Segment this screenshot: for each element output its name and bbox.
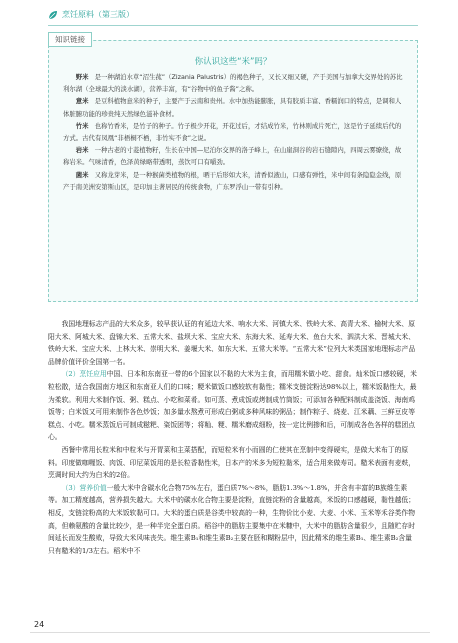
rice-entry [63,144,403,168]
leaf-icon [48,10,58,20]
rice-term: 意米 [75,97,89,106]
rice-entry [63,169,403,193]
rice-term: 野米 [75,73,89,81]
rice-description: 又称龙芽米，是一种猴菌类植物的根，晒干后形如大米，清香似液山，口感有弹性，米中间有条隐隐金线，原产于南美洲安第斯山区，是印加主著居民的传统食物，广东罗浮山一带有引种。 [63,170,402,191]
rice-term: 菌米 [75,170,89,179]
book-title: 烹饪原料（第三版） [62,10,134,19]
main-text [48,318,418,557]
knowledge-box-body [63,71,403,193]
rice-description: 是豆科植物意米的种子，主要产于云南和贵州。水中加热能膨胀，具有胶质丰富、香糯润口的特点，是调和人体脏腑功能的珍贵纯天然绿色滋补食材。 [63,97,402,118]
rice-description: 也称竹香米，是竹子的种子。竹子极少开花，开花过后，才结成竹米，竹林则成片死亡，这是竹子延续后代的方式。古代有凤凰“非梧桐不栖，非竹实不食”之说。 [63,121,402,143]
body-paragraph [48,318,418,368]
section-heading: （2）烹饪应用 [61,370,107,379]
footer-divider [30,632,430,633]
knowledge-box-title: 你认识这些“米”吗？ [194,57,272,67]
body-paragraph [48,368,418,444]
body-paragraph [48,482,418,558]
rice-description: 是一种湖泊水草“沼生菰”（Zizania Palustris）的褐色种子，又长又细又硬，产于美国与加拿大交界处的苏比利尔湖（全球最大的淡水湖），营养丰富，有“谷物中的鱼子酱”之称。 [63,73,403,94]
rice-entry [63,120,403,144]
paragraph-text: 西餐中常用长粒米和中粒米与开胃菜和主菜搭配，而短粒米有小而圆的仁使其在烹制中变得硬实，是做大米布丁的原料。印度做咖喱饭、肉饭、印尼菜饭用的是长粒香黏性米，日本产的米多为短粒黏米，适合用来做寿司。糙米表面有麦麸，烹调时间大约为白米的2倍。 [48,445,416,480]
paragraph-text: 我国地理标志产品的大米众多，较早获认证的有延边大米、响水大米、河镇大米、铁岭大米、高青大米、榆树大米、原阳大米、阿城大米、盘锦大米、五常大米、盐坝大米、宝应大米、东海大米、延寿大米、鱼台大米、泗洪大米、晋城大米、铁岭大米、宝应大米、上林大米、崇明大米、姜堰大米、如东大米、五常大米等。“五常大米”位列大米类国家地理标志产品品牌价值评价全国第一名。 [48,320,416,366]
section-heading: （3）营养价值 [61,483,107,492]
paragraph-text: 中国、日本和东南亚一带的6个国家以不黏的大米为主食，而用糯米做小吃、甜食。灿米饭口感较硬，米粒松散，适合我国南方地区和东南亚人们的口味；粳米做饭口感较软有黏性；糯米支链淀粉达98%以上，糯米饭黏性大，最为柔软。利用大米制作饭、粥、糕点、小吃和菜肴。如可蒸、煮成饭或烤制成竹筒饭；可添加各种配料制成盖浇饭、海南鸡饭等；白米饭又可用来制作各色炒饭；加多量水熬煮可形成白粥或多种风味的粥品；制作粽子、烧麦、江米藕、三鲜豆皮等糕点、小吃。糯米蒸饭后可制成糍粑、粢饭团等；将籼、粳、糯米磨成细粉，按一定比例掺和后，可制成各色各样的糕团点心。 [48,370,417,442]
rice-description: 一种古老的寸菱植物籽，生长在中国—尼泊尔交界的洛子峰上，在山崖洞谷的岩石缝隙内，四周云雾缭绕，故称岩米。气味清香，色泽黄绿略带透明，蒸饮可口有嚼劲。 [63,146,402,167]
knowledge-link-tab: 知识链接 [48,32,92,47]
rice-term: 竹米 [75,121,89,130]
rice-term: 岩米 [75,146,89,155]
knowledge-link-box [48,35,418,302]
paragraph-text: 一般大米中含碳水化合物75%左右，蛋白质7%～8%，脂肪1.3%～1.8%，并含有丰富的B族维生素等。加工精度越高，营养损失越大。大米中的碳水化合物主要是淀粉，直链淀粉的含量越高，米饭的口感越硬，黏性越低；相反，支链淀粉高的大米饭软黏可口。大米的蛋白质是谷类中较高的一种，生物价比小麦、大麦、小米、玉米等禾谷类作物高，但赖氨酸的含量比较少，是一种半完全蛋白质。稻谷中的脂肪主要集中在米糠中，大米中的脂肪含量很少，且随贮存时间延长而发生酸败，导致大米风味丧失。维生素B₁和维生素B₂主要在胚和糊粉层中，因此精米的维生素B₁、维生素B₂含量只有糙米的1/3左右。稻米中不 [48,483,416,555]
page-header [48,6,418,26]
page-number: 24 [34,620,45,629]
rice-entry [63,95,403,119]
body-paragraph [48,444,418,482]
rice-entry [63,71,403,95]
